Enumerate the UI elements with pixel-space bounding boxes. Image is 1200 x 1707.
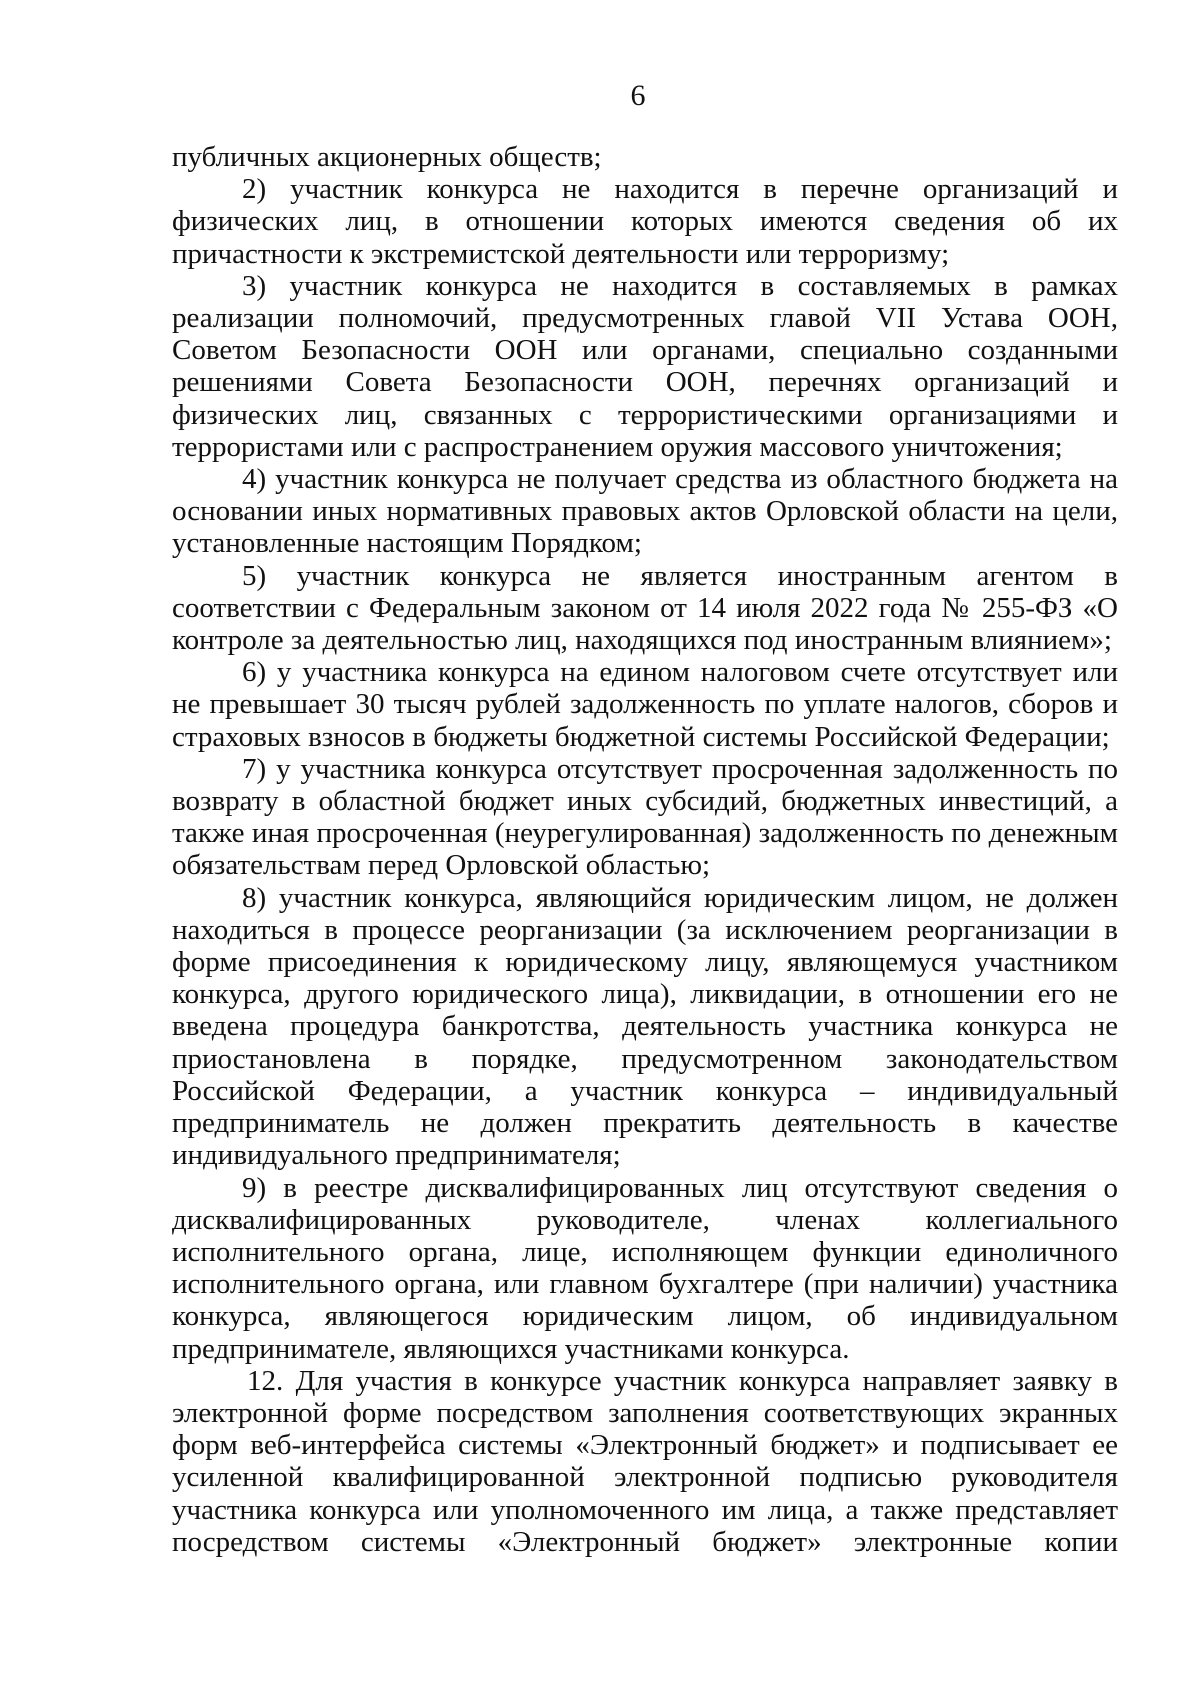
list-item-5: 5) участник конкурса не является иностранным агентом в соответствии с Федеральным законом от 14 июля 2022 года № 255-ФЗ «О контроле за деятельностью лиц, находящихся под иностранным влиянием»; [172,559,1118,657]
page-number: 6 [630,79,646,112]
list-item-4: 4) участник конкурса не получает средства из областного бюджета на основании иных нормативных правовых актов Орловской области на цели, установленные настоящим Порядком; [172,463,1118,560]
list-item-2: 2) участник конкурса не находится в перечне организаций и физических лиц, в отношении которых имеются сведения об их причастности к экстремистской деятельности или терроризму; [172,173,1118,270]
document-body [172,141,1118,1558]
list-item-3: 3) участник конкурса не находится в составляемых в рамках реализации полномочий, предусмотренных главой VII Устава ООН, Советом Безопасности ООН или органами, специально созданными решениями Совета Безопасности ООН, перечнях организаций и физических лиц, связанных с террористическими организациями и террористами или с распространением оружия массового уничтожения; [172,269,1118,463]
paragraph-continuation: публичных акционерных обществ; [172,141,602,173]
list-item-8: 8) участник конкурса, являющийся юридическим лицом, не должен находиться в процессе реорганизации (за исключением реорганизации в форме присоединения к юридическому лицу, являющемуся участником конкурса, другого юридического лица), ликвидации, в отношении его не введена процедура банкротства, деятельность участника конкурса не приостановлена в порядке, предусмотренном законодательством Российской Федерации, а участник конкурса – индивидуальный предприниматель не должен прекратить деятельность в качестве индивидуального предпринимателя; [172,881,1118,1172]
list-item-9: 9) в реестре дисквалифицированных лиц отсутствуют сведения о дисквалифицированных руководителе, членах коллегиального исполнительного органа, лице, исполняющем функции единоличного исполнительного органа, или главном бухгалтере (при наличии) участника конкурса, являющегося юридическим лицом, об индивидуальном предпринимателе, являющихся участниками конкурса. [172,1171,1118,1365]
list-item-7: 7) у участника конкурса отсутствует просроченная задолженность по возврату в областной бюджет иных субсидий, бюджетных инвестиций, а также иная просроченная (неурегулированная) задолженность по денежным обязательствам перед Орловской областью; [172,752,1118,882]
clause-12: 12. Для участия в конкурсе участник конкурса направляет заявку в электронной форме посредством заполнения соответствующих экранных форм веб-интерфейса системы «Электронный бюджет» и подписывает ее усиленной квалифицированной электронной подписью руководителя участника конкурса или уполномоченного им лица, а также представляет посредством системы «Электронный бюджет» электронные копии [172,1364,1118,1558]
list-item-6: 6) у участника конкурса на едином налоговом счете отсутствует или не превышает 30 тысяч рублей задолженность по уплате налогов, сборов и страховых взносов в бюджеты бюджетной системы Российской Федерации; [172,656,1118,753]
